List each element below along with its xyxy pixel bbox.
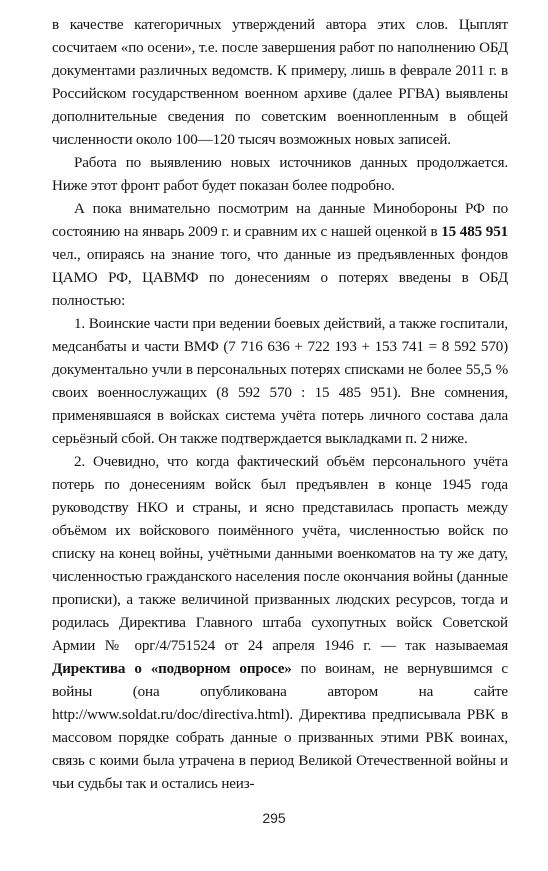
paragraph-3-text-b: чел., опираясь на знание того, что данные из предъявленных фондов ЦАМО РФ, ЦАВМФ по донесениям о потерях введены в ОБД полностью: (52, 247, 508, 309)
paragraph-3 (52, 198, 508, 313)
paragraph-4 (52, 313, 508, 451)
paragraph-1-text: в качестве категоричных утверждений автора этих слов. Цыплят сосчитаем «по осени», т.е. после завершения работ по наполнению ОБД документами различных ведомств. К примеру, лишь в феврале 2011 г. в Российском государственном военном архиве (далее РГВА) выявлены дополнительные сведения по советским военнопленным в общей численности около 100—120 тысяч возможных новых записей. (52, 17, 508, 148)
page-number: 295 (262, 810, 286, 826)
body-text (52, 14, 508, 796)
paragraph-3-text-a: А пока внимательно посмотрим на данные Минобороны РФ по состоянию на январь 2009 г. и сравним их с нашей оценкой в (52, 201, 508, 240)
paragraph-5-text-a: 2. Очевидно, что когда фактический объём персонального учёта потерь по донесениям войск был предъявлен в конце 1945 года руководству НКО и страны, и ясно представилась пропасть между объёмом их войскового поимённого учёта, численностью войск по списку на конец войны, учётными данными военкоматов на ту же дату, численностью гражданского населения после окончания войны (данные прописки), а также величиной призванных людских ресурсов, тогда и родилась Директива Главного штаба сухопутных войск Советской Армии № орг/4/751524 от 24 апреля 1946 г. — так называемая (52, 454, 508, 654)
paragraph-5 (52, 451, 508, 796)
paragraph-1 (52, 14, 508, 152)
paragraph-5-text-b: по воинам, не вернувшимся с войны (она опубликована автором на сайте http://www.soldat.ru/doc/directiva.html). Директива предписывала РВК в массовом порядке собрать данные о призванных этими РВК воинах, связь с коими была утрачена в период Великой Отечественной войны и чьи судьбы так и остались неиз- (52, 661, 508, 792)
paragraph-4-text: 1. Воинские части при ведении боевых действий, а также госпитали, медсанбаты и части ВМФ (7 716 636 + 722 193 + 153 741 = 8 592 570) документально учли в персональных потерях списками не более 55,5 % своих военнослужащих (8 592 570 : 15 485 951). Вне сомнения, применявшаяся в войсках система учёта потерь личного состава дала серьёзный сбой. Он также подтверждается выкладками п. 2 ниже. (52, 316, 508, 447)
paragraph-2-text: Работа по выявлению новых источников данных продолжается. Ниже этот фронт работ будет показан более подробно. (52, 155, 508, 194)
paragraph-5-bold-directive: Директива о «подворном опросе» (52, 661, 292, 677)
paragraph-3-bold-number: 15 485 951 (441, 224, 508, 240)
paragraph-2 (52, 152, 508, 198)
